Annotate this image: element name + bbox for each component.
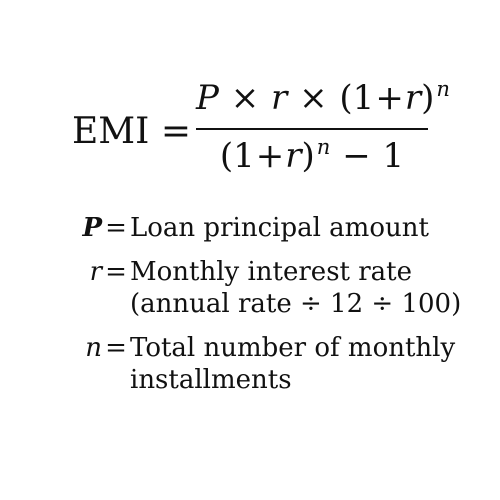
definition-r-equals: = (105, 257, 127, 287)
denominator-minus: − (342, 136, 371, 176)
numerator-plus: + (375, 78, 404, 118)
formula-denominator (196, 133, 428, 180)
denominator-r: r (285, 136, 302, 176)
definition-p-symbol: P (82, 213, 102, 243)
numerator-p: P (196, 78, 219, 118)
emi-formula (72, 75, 450, 188)
denominator-open-paren: (1 (219, 136, 255, 176)
numerator-times-1: × (230, 78, 260, 118)
numerator-r: r (271, 78, 288, 118)
numerator-r2: r (404, 78, 422, 118)
definition-r (60, 256, 470, 320)
definition-n (60, 332, 470, 396)
definition-p-equals: = (105, 213, 127, 243)
definition-r-line-1: Monthly interest rate (130, 257, 413, 287)
definition-p-line-1: Loan principal amount (130, 213, 429, 243)
numerator-open-paren: (1 (339, 78, 375, 118)
denominator-exponent: n (316, 133, 331, 159)
definition-n-line-1: Total number of monthly (130, 333, 456, 363)
denominator-one: 1 (382, 136, 405, 176)
definition-p (60, 212, 470, 244)
formula-numerator (196, 75, 450, 122)
definition-r-line-2: (annual rate ÷ 12 ÷ 100) (130, 289, 462, 319)
definition-n-symbol: n (85, 333, 102, 363)
definition-r-symbol: r (89, 257, 102, 287)
definition-n-description (130, 332, 456, 396)
formula-lhs (72, 112, 191, 152)
fraction-bar (196, 128, 428, 130)
numerator-exponent: n (436, 75, 450, 101)
equals-sign: = (160, 111, 191, 152)
definition-n-line-2: installments (130, 365, 292, 395)
numerator-times-2: × (299, 78, 328, 118)
denominator-plus: + (255, 136, 285, 176)
definition-r-description (130, 256, 462, 320)
numerator-close-paren: ) (421, 78, 435, 118)
definition-p-description (130, 212, 450, 244)
emi-label: EMI (72, 111, 150, 152)
definition-n-equals: = (105, 333, 127, 363)
variable-definitions (60, 212, 470, 408)
denominator-close-paren: ) (301, 136, 315, 176)
